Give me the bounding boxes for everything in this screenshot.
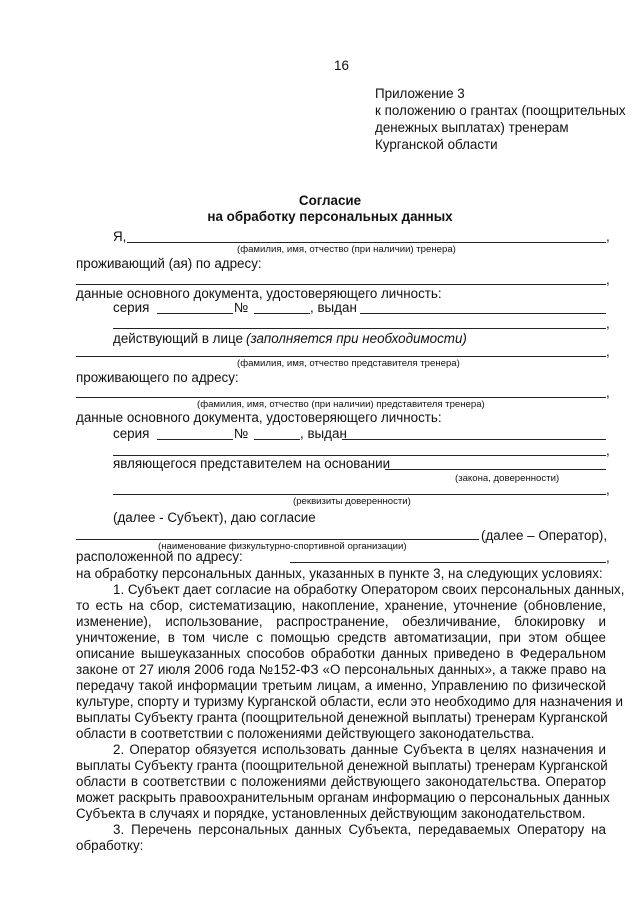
- label-operator: (далее – Оператор),: [481, 528, 608, 543]
- label-acting: действующий в лице: [113, 331, 243, 346]
- paragraph-2-line: может раскрыть правоохранительным органам информацию о персональных данных: [76, 790, 610, 805]
- label-ya: Я,: [113, 229, 127, 244]
- paragraph-1-line: выплаты Субъекту гранта (поощрительной денежной выплаты) тренерам Курганской: [76, 710, 608, 725]
- field-number-2[interactable]: [254, 439, 300, 440]
- paragraph-1-line: изменение), использование, распространение, обезличивание, блокировку и: [76, 614, 606, 629]
- appendix-line-1: Приложение 3: [375, 86, 465, 101]
- field-organization[interactable]: [76, 539, 479, 540]
- comma: ,: [606, 272, 610, 287]
- paragraph-2-line: области в соответствии с положениями действующего законодательства. Оператор: [76, 774, 606, 789]
- label-issued-2: , выдан: [300, 426, 347, 441]
- field-series[interactable]: [157, 313, 233, 314]
- comma: ,: [606, 229, 610, 244]
- label-series-2: серия: [113, 426, 150, 441]
- label-doc-data-2: данные основного документа, удостоверяющего личность:: [76, 410, 442, 425]
- paragraph-2-line: выплаты Субъекту гранта (поощрительной денежной выплаты) тренерам Курганской: [76, 758, 608, 773]
- label-number-2: №: [234, 426, 249, 441]
- field-issued[interactable]: [360, 313, 606, 314]
- hint-fio-rep-2: (фамилия, имя, отчество (при наличии) представителя тренера): [197, 399, 485, 410]
- hint-fio-trainer: (фамилия, имя, отчество (при наличии) тренера): [237, 244, 456, 255]
- field-address-line-1[interactable]: [76, 284, 606, 285]
- hint-proxy: (реквизиты доверенности): [293, 496, 411, 507]
- document-subtitle: на обработку персональных данных: [207, 209, 453, 224]
- label-doc-data: данные основного документа, удостоверяющего личность:: [76, 286, 442, 301]
- field-address-rep[interactable]: [76, 397, 606, 398]
- field-fio-rep[interactable]: [76, 356, 606, 357]
- paragraph-1-line: описание вышеуказанных способов обработки данных приведено в Федеральном: [76, 646, 606, 661]
- label-issued: , выдан: [310, 300, 357, 315]
- field-issued-2[interactable]: [342, 439, 606, 440]
- paragraph-1-line: законе от 27 июля 2006 года №152-ФЗ «О персональных данных», а также право на: [76, 662, 606, 677]
- label-number: №: [234, 300, 249, 315]
- hint-law: (закона, доверенности): [455, 473, 560, 484]
- paragraph-3-line: 3. Перечень персональных данных Субъекта, передаваемых Оператору на: [113, 822, 606, 837]
- field-number[interactable]: [254, 313, 310, 314]
- hint-fio-rep: (фамилия, имя, отчество представителя тренера): [237, 358, 460, 369]
- label-residing-rep: проживающего по адресу:: [76, 370, 239, 385]
- field-fio-trainer[interactable]: [127, 242, 606, 243]
- paragraph-1-line: то есть на сбор, систематизацию, накопление, хранение, уточнение (обновление,: [76, 598, 606, 613]
- label-processing: на обработку персональных данных, указанных в пункте 3, на следующих условиях:: [76, 566, 603, 581]
- label-representative: являющегося представителем на основании: [113, 456, 391, 471]
- paragraph-1-line: уничтожение, в том числе с помощью средств автоматизации, при этом общее: [76, 630, 606, 645]
- comma: ,: [606, 550, 610, 565]
- appendix-line-2: к положению о грантах (поощрительных: [375, 103, 626, 118]
- comma: ,: [606, 482, 610, 497]
- label-subject-consent: (далее - Субъект), даю согласие: [113, 510, 316, 525]
- label-series: серия: [113, 300, 150, 315]
- field-proxy[interactable]: [113, 494, 606, 495]
- field-org-address[interactable]: [290, 562, 606, 563]
- field-issued-line-2[interactable]: [113, 328, 606, 329]
- comma: ,: [606, 316, 610, 331]
- hint-org: (наименование физкультурно-спортивной организации): [158, 541, 407, 552]
- page-number: 16: [334, 58, 349, 73]
- comma: ,: [606, 443, 610, 458]
- label-residing: проживающий (ая) по адресу:: [76, 256, 262, 271]
- comma: ,: [606, 385, 610, 400]
- label-located: расположенной по адресу:: [76, 549, 243, 564]
- paragraph-2-line: 2. Оператор обязуется использовать данные Субъекта в целях назначения и: [113, 742, 606, 757]
- field-basis[interactable]: [385, 469, 606, 470]
- document-title: Согласие: [298, 193, 362, 208]
- field-series-2[interactable]: [157, 439, 233, 440]
- appendix-line-4: Курганской области: [375, 137, 498, 152]
- paragraph-3-line-last: обработку:: [76, 838, 144, 853]
- paragraph-1-line-last: области в соответствии с положениями действующего законодательства.: [76, 726, 535, 741]
- paragraph-1-line: передачу такой информации третьим лицам, а именно, Управлению по физической: [76, 678, 606, 693]
- paragraph-2-line-last: Субъекта в случаях и порядке, установленных действующим законодательством.: [76, 806, 586, 821]
- paragraph-1-line: культуре, спорту и туризму Курганской области, если это необходимо для назначения и: [76, 694, 623, 709]
- appendix-line-3: денежных выплатах) тренерам: [375, 120, 569, 135]
- paragraph-1-line: 1. Субъект дает согласие на обработку Оператором своих персональных данных,: [113, 582, 625, 597]
- comma: ,: [606, 344, 610, 359]
- hint-acting: (заполняется при необходимости): [246, 331, 467, 346]
